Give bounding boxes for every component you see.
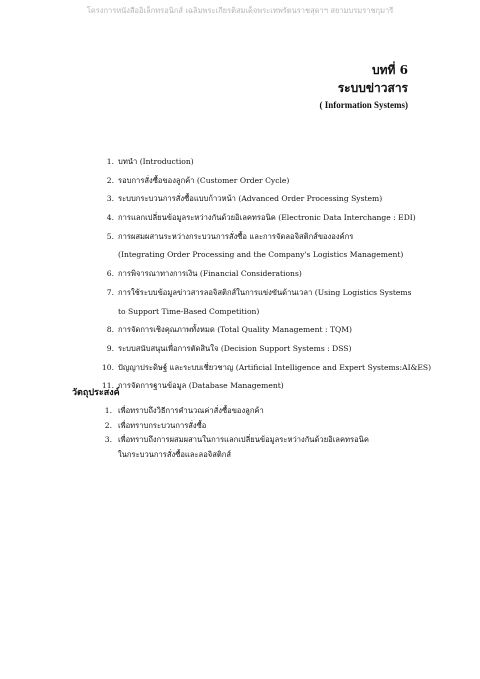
contents-item-number: 2.: [106, 175, 114, 185]
contents-item-number: 3.: [106, 194, 114, 204]
contents-item: [96, 284, 426, 303]
contents-item-number: 4.: [106, 213, 114, 223]
contents-item-text: รอบการสั่งซื้อของลูกค้า (Customer Order Cycle): [118, 175, 290, 185]
contents-item: [96, 265, 426, 284]
objective-item-text: เพื่อทราบถึงการผสมผสานในการแลกเปลี่ยนข้อมูลระหว่างกันด้วยอิเลคทรอนิค: [118, 435, 369, 444]
contents-item: [96, 340, 426, 359]
contents-item-text: ระบบกระบวนการสั่งซื้อแบบก้าวหน้า (Advanced Order Processing System): [118, 194, 383, 204]
objectives-list: [96, 404, 416, 462]
contents-item-text: การแลกเปลี่ยนข้อมูลระหว่างกันด้วยอิเลคทรอนิค (Electronic Data Interchange : EDI): [118, 213, 416, 223]
objective-item-number: 3.: [104, 435, 112, 444]
contents-item-number: 7.: [106, 287, 114, 297]
contents-item: [96, 228, 426, 247]
contents-item: [96, 359, 432, 378]
contents-item-text: การผสมผสานระหว่างกระบวนการสั่งซื้อ และการจัดลอจิสติกส์ขององค์กร: [118, 231, 354, 241]
objective-item: [96, 433, 416, 448]
contents-item: [96, 172, 426, 191]
objectives-heading: วัตถุประสงค์: [72, 388, 120, 398]
contents-item-text: การจัดการเชิงคุณภาพทั้งหมด (Total Quality Management : TQM): [118, 325, 353, 335]
contents-item: [96, 209, 426, 228]
contents-item: [96, 321, 426, 340]
objective-item-number: 2.: [104, 420, 112, 430]
objective-item: [96, 404, 416, 419]
contents-item-text: ปัญญาประดิษฐ์ และระบบเชี่ยวชาญ (Artificial Intelligence and Expert Systems:AI&ES): [118, 362, 432, 372]
chapter-number: บทที่ 6: [372, 63, 408, 77]
contents-item-text: (Integrating Order Processing and the Company's Logistics Management): [118, 250, 404, 260]
objective-item-text: เพื่อทราบถึงวิธีการคำนวณค่าสั่งซื้อของลูกค้า: [118, 406, 264, 415]
contents-item: [96, 246, 426, 265]
contents-item-number: 9.: [106, 343, 114, 353]
contents-item-number: 1.: [106, 157, 114, 166]
contents-item-number: 10.: [101, 362, 114, 372]
contents-item-text: การพิจารณาทางการเงิน (Financial Considerations): [118, 269, 302, 279]
contents-item: [96, 303, 426, 322]
contents-item-text: ระบบสนับสนุนเพื่อการตัดสินใจ (Decision Support Systems : DSS): [118, 343, 352, 353]
watermark-header: โครงการหนังสืออิเล็กทรอนิกส์ เฉลิมพระเกียรติสมเด็จพระเทพรัตนราชสุดาฯ สยามบรมราชกุมารี: [86, 6, 394, 15]
objective-item-number: 1.: [104, 406, 112, 415]
chapter-title: ระบบข่าวสาร: [337, 81, 408, 95]
objective-item-text: เพื่อทราบกระบวนการสั่งซื้อ: [118, 420, 207, 430]
contents-item-text: บทนำ (Introduction): [118, 157, 194, 166]
contents-item-number: 5.: [106, 231, 114, 241]
objective-item-text: ในกระบวนการสั่งซื้อและลอจิสติกส์: [118, 449, 232, 459]
contents-item: [96, 377, 426, 396]
chapter-subtitle: ( Information Systems): [319, 100, 408, 110]
contents-item-number: 6.: [106, 269, 114, 279]
chapter-contents-list: [96, 153, 432, 396]
contents-item-number: 8.: [106, 325, 114, 335]
contents-item: [96, 153, 426, 172]
contents-item-number: 11.: [101, 381, 114, 391]
contents-item: [96, 190, 426, 209]
contents-item-text: to Support Time-Based Competition): [118, 306, 260, 316]
objective-item: [96, 419, 416, 434]
objective-item: [96, 448, 416, 463]
contents-item-text: การจัดการฐานข้อมูล (Database Management): [118, 381, 284, 391]
contents-item-text: การใช้ระบบข้อมูลข่าวสารลอจิสติกส์ในการแข่งขันด้านเวลา (Using Logistics Systems: [118, 287, 412, 297]
